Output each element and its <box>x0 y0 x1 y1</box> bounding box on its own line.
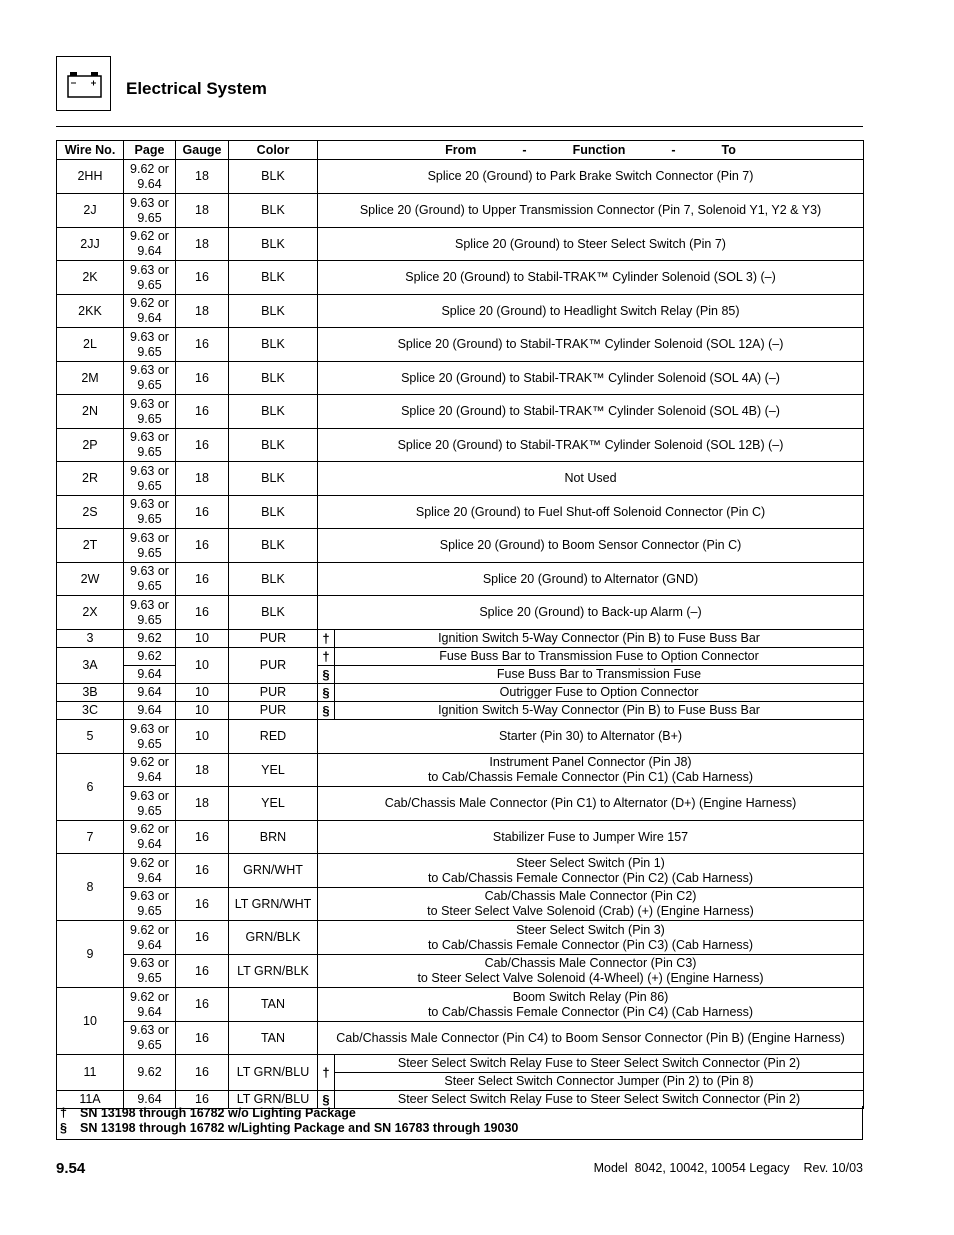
function: Steer Select Switch Relay Fuse to Steer Select Switch Connector (Pin 2) <box>335 1091 864 1109</box>
page-ref: 9.62 or 9.64 <box>124 754 176 787</box>
function: Fuse Buss Bar to Transmission Fuse <box>335 666 864 684</box>
gauge: 16 <box>176 988 229 1022</box>
wire-no: 3A <box>57 648 124 684</box>
page-ref: 9.62 or 9.64 <box>124 821 176 854</box>
wire-no: 9 <box>57 921 124 988</box>
page-ref: 9.63 or 9.65 <box>124 787 176 821</box>
page-ref: 9.64 <box>124 666 176 684</box>
color: TAN <box>229 1022 318 1055</box>
color: LT GRN/BLU <box>229 1091 318 1109</box>
wire-no: 2R <box>57 462 124 496</box>
color: LT GRN/WHT <box>229 888 318 921</box>
function <box>318 988 864 1022</box>
function: Splice 20 (Ground) to Alternator (GND) <box>318 563 864 596</box>
gauge: 10 <box>176 648 229 684</box>
function: Steer Select Switch Connector Jumper (Pin 2) to (Pin 8) <box>335 1073 864 1091</box>
page-ref: 9.63 or 9.65 <box>124 261 176 295</box>
gauge: 16 <box>176 362 229 395</box>
col-header-wire: Wire No. <box>57 141 124 160</box>
wire-no: 11A <box>57 1091 124 1109</box>
color: BLK <box>229 328 318 362</box>
table-row <box>57 362 864 395</box>
gauge: 18 <box>176 787 229 821</box>
function: Outrigger Fuse to Option Connector <box>335 684 864 702</box>
color: LT GRN/BLK <box>229 955 318 988</box>
wire-no: 2T <box>57 529 124 563</box>
wire-no: 2L <box>57 328 124 362</box>
wire-no: 7 <box>57 821 124 854</box>
function: Splice 20 (Ground) to Park Brake Switch Connector (Pin 7) <box>318 160 864 194</box>
color: YEL <box>229 754 318 787</box>
gauge: 18 <box>176 194 229 228</box>
page-ref: 9.64 <box>124 1091 176 1109</box>
table-row <box>57 328 864 362</box>
function-line-2: to Cab/Chassis Female Connector (Pin C1) (Cab Harness) <box>427 770 754 784</box>
function-line-1: Boom Switch Relay (Pin 86) <box>512 989 669 1004</box>
function: Not Used <box>318 462 864 496</box>
battery-icon <box>57 57 110 110</box>
footnote-mark: § <box>318 702 335 720</box>
color: LT GRN/BLU <box>229 1055 318 1091</box>
page-ref: 9.63 or 9.65 <box>124 395 176 429</box>
wire-no: 2X <box>57 596 124 630</box>
table-row <box>57 395 864 429</box>
col-header-gauge: Gauge <box>176 141 229 160</box>
table-row <box>57 684 864 702</box>
table-row <box>57 563 864 596</box>
footnote-text: SN 13198 through 16782 w/o Lighting Package <box>80 1106 356 1120</box>
gauge: 16 <box>176 261 229 295</box>
table-row <box>57 1055 864 1073</box>
color: GRN/WHT <box>229 854 318 888</box>
footnote-mark: § <box>318 666 335 684</box>
function-line-2: to Cab/Chassis Female Connector (Pin C3) (Cab Harness) <box>427 937 754 952</box>
function: Ignition Switch 5-Way Connector (Pin B) to Fuse Buss Bar <box>335 630 864 648</box>
model-revision: Model 8042, 10042, 10054 Legacy Rev. 10/03 <box>593 1161 863 1175</box>
color: BLK <box>229 295 318 328</box>
col-header-to: To <box>721 142 736 157</box>
function: Splice 20 (Ground) to Boom Sensor Connector (Pin C) <box>318 529 864 563</box>
color: BLK <box>229 429 318 462</box>
table-row <box>57 787 864 821</box>
page-ref: 9.63 or 9.65 <box>124 529 176 563</box>
wire-no: 2KK <box>57 295 124 328</box>
wire-no: 2HH <box>57 160 124 194</box>
function-line-1: Steer Select Switch (Pin 1) <box>516 855 665 870</box>
gauge: 16 <box>176 596 229 630</box>
footnote <box>60 1106 356 1120</box>
function: Splice 20 (Ground) to Stabil-TRAK™ Cylinder Solenoid (SOL 4A) (–) <box>318 362 864 395</box>
wire-no: 8 <box>57 854 124 921</box>
table-row <box>57 596 864 630</box>
wire-no: 5 <box>57 720 124 754</box>
col-header-function <box>318 141 864 160</box>
wire-no: 2K <box>57 261 124 295</box>
footnote-symbol: † <box>60 1106 67 1120</box>
wire-no: 11 <box>57 1055 124 1091</box>
function <box>318 921 864 955</box>
gauge: 10 <box>176 720 229 754</box>
function <box>318 854 864 888</box>
function-line-2: to Cab/Chassis Female Connector (Pin C2) (Cab Harness) <box>427 870 754 885</box>
table-row <box>57 462 864 496</box>
page-ref: 9.63 or 9.65 <box>124 496 176 529</box>
col-header-function-label: Function <box>572 142 626 157</box>
wire-no: 6 <box>57 754 124 821</box>
gauge: 16 <box>176 395 229 429</box>
table-row <box>57 1022 864 1055</box>
wire-no: 2S <box>57 496 124 529</box>
gauge: 10 <box>176 630 229 648</box>
function: Splice 20 (Ground) to Stabil-TRAK™ Cylinder Solenoid (SOL 4B) (–) <box>318 395 864 429</box>
col-header-dash-2: - <box>671 142 676 157</box>
color: PUR <box>229 684 318 702</box>
color: YEL <box>229 787 318 821</box>
gauge: 16 <box>176 821 229 854</box>
page-ref: 9.63 or 9.65 <box>124 429 176 462</box>
wire-no: 2P <box>57 429 124 462</box>
footnote-mark: § <box>318 1091 335 1109</box>
function <box>318 754 864 787</box>
function: Splice 20 (Ground) to Stabil-TRAK™ Cylinder Solenoid (SOL 12A) (–) <box>318 328 864 362</box>
table-row <box>57 921 864 955</box>
page-ref: 9.64 <box>124 702 176 720</box>
table-row <box>57 720 864 754</box>
table-row <box>57 888 864 921</box>
page-ref: 9.63 or 9.65 <box>124 1022 176 1055</box>
gauge: 16 <box>176 854 229 888</box>
table-row <box>57 821 864 854</box>
color: BLK <box>229 596 318 630</box>
page-ref: 9.62 or 9.64 <box>124 854 176 888</box>
page-ref: 9.63 or 9.65 <box>124 328 176 362</box>
function: Splice 20 (Ground) to Steer Select Switch (Pin 7) <box>318 228 864 261</box>
color: BLK <box>229 462 318 496</box>
table-row <box>57 261 864 295</box>
table-row <box>57 160 864 194</box>
footnote-mark: † <box>318 648 335 666</box>
wire-no: 2N <box>57 395 124 429</box>
function-line-1: Cab/Chassis Male Connector (Pin C3) <box>484 956 697 970</box>
gauge: 16 <box>176 328 229 362</box>
color: BLK <box>229 563 318 596</box>
wire-no: 2M <box>57 362 124 395</box>
function-line-1: Instrument Panel Connector (Pin J8) <box>489 755 692 769</box>
function: Splice 20 (Ground) to Headlight Switch Relay (Pin 85) <box>318 295 864 328</box>
color: BLK <box>229 160 318 194</box>
function-line-2: to Steer Select Valve Solenoid (4-Wheel) (+) (Engine Harness) <box>417 971 764 985</box>
footnote-mark: † <box>318 1055 335 1091</box>
page-ref: 9.62 <box>124 1055 176 1091</box>
color: PUR <box>229 702 318 720</box>
color: BLK <box>229 529 318 563</box>
table-row <box>57 228 864 261</box>
col-header-page: Page <box>124 141 176 160</box>
page-ref: 9.63 or 9.65 <box>124 362 176 395</box>
gauge: 16 <box>176 496 229 529</box>
page-ref: 9.62 or 9.64 <box>124 295 176 328</box>
page-ref: 9.63 or 9.65 <box>124 194 176 228</box>
footnotes <box>56 1106 863 1140</box>
color: BLK <box>229 261 318 295</box>
function: Starter (Pin 30) to Alternator (B+) <box>318 720 864 754</box>
page-ref: 9.64 <box>124 684 176 702</box>
table-row <box>57 648 864 666</box>
page-ref: 9.63 or 9.65 <box>124 720 176 754</box>
page-ref: 9.63 or 9.65 <box>124 462 176 496</box>
wire-no: 2W <box>57 563 124 596</box>
color: GRN/BLK <box>229 921 318 955</box>
page-ref: 9.62 <box>124 648 176 666</box>
function-line-1: Cab/Chassis Male Connector (Pin C2) <box>484 889 697 903</box>
header-divider <box>56 126 863 127</box>
color: BLK <box>229 395 318 429</box>
table-row <box>57 295 864 328</box>
gauge: 18 <box>176 754 229 787</box>
gauge: 16 <box>176 1055 229 1091</box>
gauge: 16 <box>176 888 229 921</box>
function <box>318 955 864 988</box>
page-ref: 9.63 or 9.65 <box>124 955 176 988</box>
page-ref: 9.62 <box>124 630 176 648</box>
battery-logo-box <box>56 56 111 111</box>
color: TAN <box>229 988 318 1022</box>
gauge: 18 <box>176 462 229 496</box>
gauge: 18 <box>176 228 229 261</box>
page-ref: 9.62 or 9.64 <box>124 988 176 1022</box>
function: Steer Select Switch Relay Fuse to Steer Select Switch Connector (Pin 2) <box>335 1055 864 1073</box>
table-row <box>57 955 864 988</box>
footnote <box>60 1121 518 1135</box>
color: BLK <box>229 362 318 395</box>
color: PUR <box>229 648 318 684</box>
page-ref: 9.63 or 9.65 <box>124 888 176 921</box>
wire-no: 2JJ <box>57 228 124 261</box>
col-header-dash-1: - <box>522 142 527 157</box>
function: Splice 20 (Ground) to Upper Transmission Connector (Pin 7, Solenoid Y1, Y2 & Y3) <box>318 194 864 228</box>
col-header-color: Color <box>229 141 318 160</box>
color: PUR <box>229 630 318 648</box>
function: Cab/Chassis Male Connector (Pin C1) to Alternator (D+) (Engine Harness) <box>318 787 864 821</box>
table-row <box>57 630 864 648</box>
page-ref: 9.62 or 9.64 <box>124 921 176 955</box>
wire-no: 2J <box>57 194 124 228</box>
wire-no: 10 <box>57 988 124 1055</box>
color: BLK <box>229 496 318 529</box>
gauge: 16 <box>176 955 229 988</box>
page-ref: 9.62 or 9.64 <box>124 228 176 261</box>
function: Splice 20 (Ground) to Back-up Alarm (–) <box>318 596 864 630</box>
function: Cab/Chassis Male Connector (Pin C4) to Boom Sensor Connector (Pin B) (Engine Harness) <box>318 1022 864 1055</box>
table-row <box>57 429 864 462</box>
col-header-from: From <box>445 142 477 157</box>
gauge: 10 <box>176 702 229 720</box>
color: BLK <box>229 194 318 228</box>
gauge: 16 <box>176 563 229 596</box>
function <box>318 888 864 921</box>
table-row <box>57 988 864 1022</box>
function-line-1: Steer Select Switch (Pin 3) <box>516 922 665 937</box>
function: Splice 20 (Ground) to Stabil-TRAK™ Cylinder Solenoid (SOL 12B) (–) <box>318 429 864 462</box>
function: Fuse Buss Bar to Transmission Fuse to Option Connector <box>335 648 864 666</box>
color: BRN <box>229 821 318 854</box>
function: Ignition Switch 5-Way Connector (Pin B) to Fuse Buss Bar <box>335 702 864 720</box>
footnote-symbol: § <box>60 1121 67 1135</box>
page-ref: 9.63 or 9.65 <box>124 563 176 596</box>
footnote-text: SN 13198 through 16782 w/Lighting Package and SN 16783 through 19030 <box>80 1121 519 1135</box>
gauge: 16 <box>176 1091 229 1109</box>
gauge: 10 <box>176 684 229 702</box>
wire-no: 3 <box>57 630 124 648</box>
page-ref: 9.62 or 9.64 <box>124 160 176 194</box>
section-title: Electrical System <box>126 79 267 98</box>
function-line-2: to Cab/Chassis Female Connector (Pin C4) (Cab Harness) <box>427 1004 754 1019</box>
gauge: 18 <box>176 295 229 328</box>
gauge: 18 <box>176 160 229 194</box>
function: Stabilizer Fuse to Jumper Wire 157 <box>318 821 864 854</box>
table-row <box>57 496 864 529</box>
page-ref: 9.63 or 9.65 <box>124 596 176 630</box>
color: BLK <box>229 228 318 261</box>
color: RED <box>229 720 318 754</box>
page-number: 9.54 <box>56 1160 86 1177</box>
wire-no: 3C <box>57 702 124 720</box>
table-row <box>57 194 864 228</box>
table-row <box>57 529 864 563</box>
footnote-mark: † <box>318 630 335 648</box>
table-header-row <box>57 141 864 160</box>
table-row <box>57 754 864 787</box>
table-row <box>57 854 864 888</box>
gauge: 16 <box>176 1022 229 1055</box>
function-line-2: to Steer Select Valve Solenoid (Crab) (+) (Engine Harness) <box>427 904 754 918</box>
function: Splice 20 (Ground) to Fuel Shut-off Solenoid Connector (Pin C) <box>318 496 864 529</box>
footnote-mark: § <box>318 684 335 702</box>
wire-no: 3B <box>57 684 124 702</box>
gauge: 16 <box>176 921 229 955</box>
function: Splice 20 (Ground) to Stabil-TRAK™ Cylinder Solenoid (SOL 3) (–) <box>318 261 864 295</box>
gauge: 16 <box>176 529 229 563</box>
table-row <box>57 702 864 720</box>
gauge: 16 <box>176 429 229 462</box>
wire-table <box>56 140 864 1109</box>
